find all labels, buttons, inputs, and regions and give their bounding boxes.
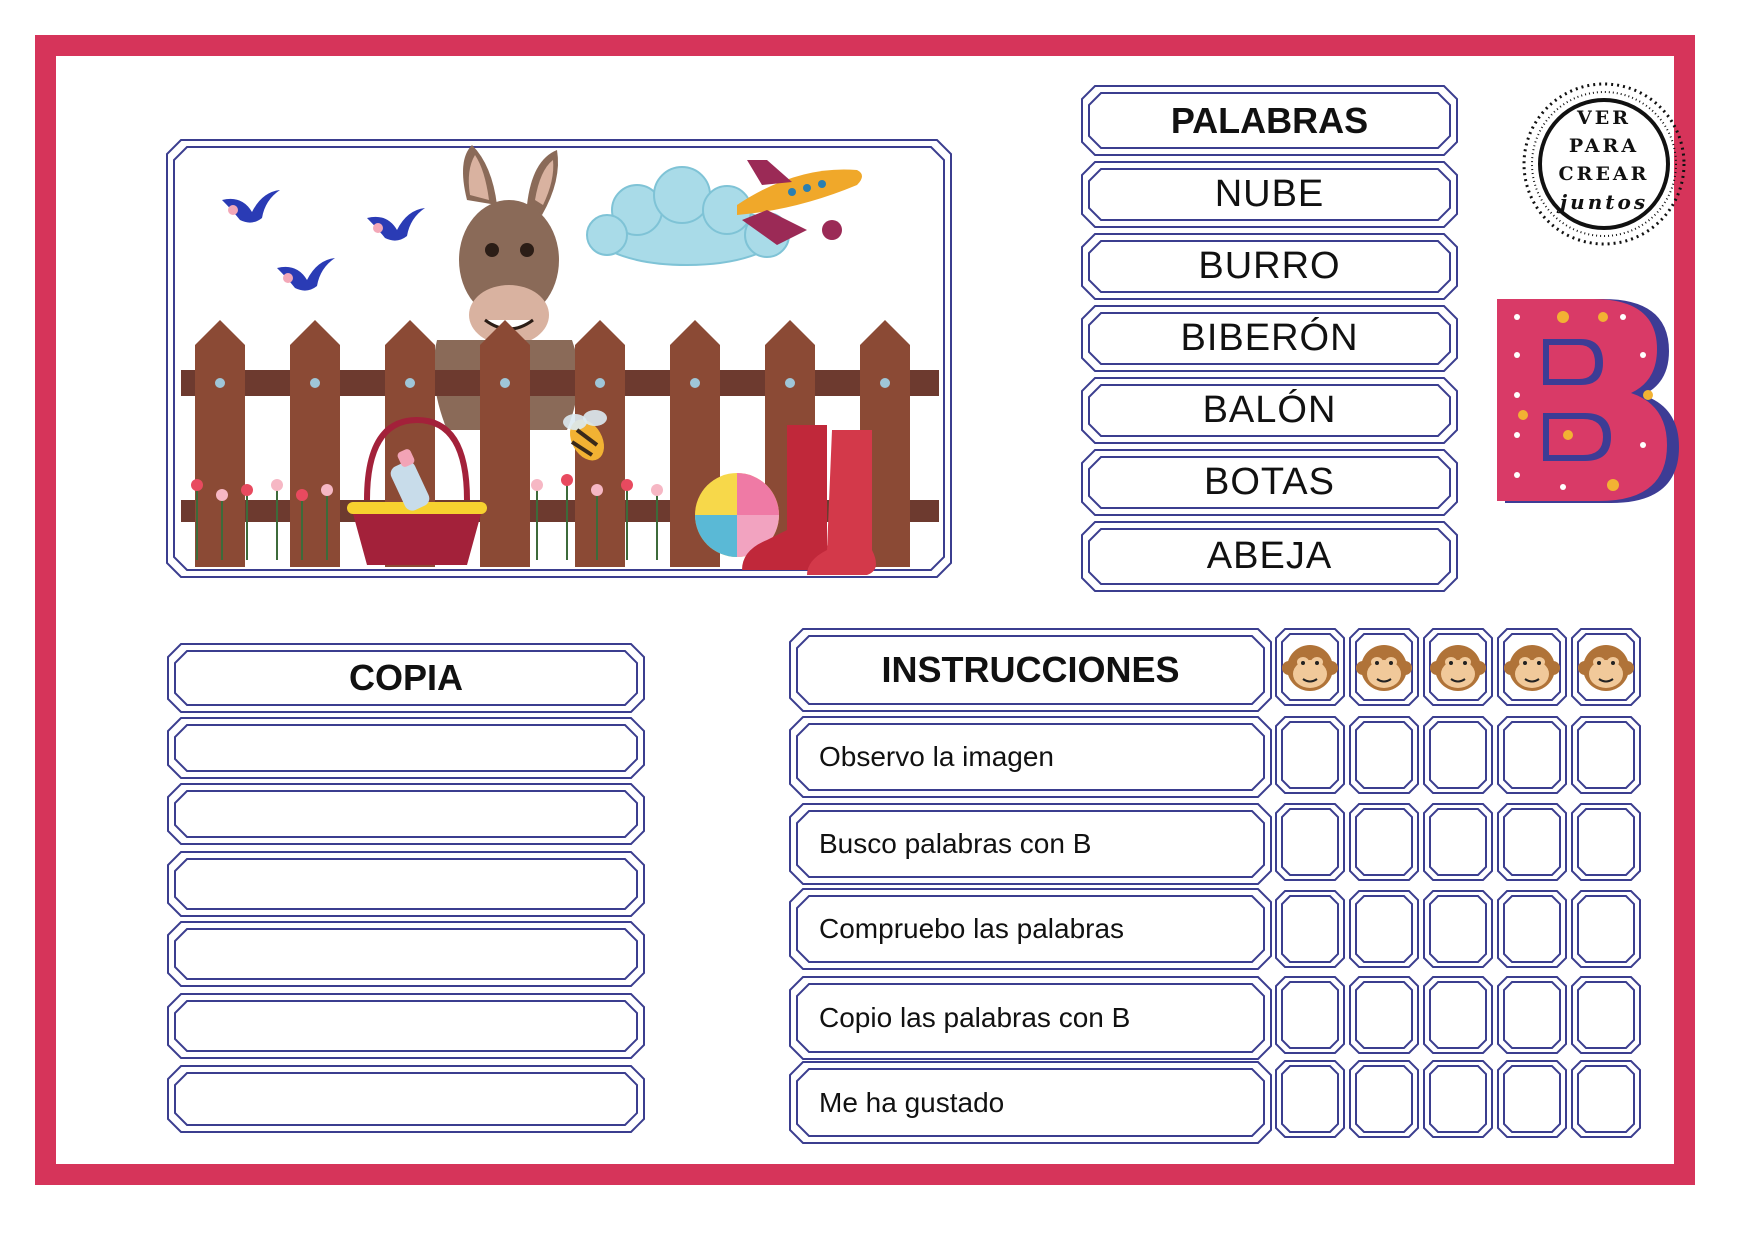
palabras-header — [1081, 85, 1458, 156]
monkey-column-4 — [1498, 629, 1566, 705]
monkey-column-3 — [1424, 629, 1492, 705]
palabras-header-label: PALABRAS — [1170, 99, 1369, 141]
instruction-label: Copio las palabras con B — [819, 1002, 1131, 1033]
instruction-label: Busco palabras con B — [819, 828, 1092, 859]
copia-line-1[interactable] — [167, 717, 645, 779]
word-box-nube[interactable] — [1081, 161, 1458, 228]
word-box-abeja[interactable] — [1081, 521, 1458, 592]
logo-line4: juntos — [1559, 190, 1649, 214]
instruction-label: Compruebo las palabras — [819, 913, 1125, 944]
instrucciones-header — [789, 628, 1272, 712]
copia-line-5[interactable] — [167, 993, 645, 1059]
instruction-row-1 — [789, 716, 1272, 798]
logo — [1520, 80, 1688, 248]
copia-header-label: COPIA — [348, 657, 463, 698]
word-label: BIBERÓN — [1180, 317, 1359, 359]
letter-b-decoration — [1493, 295, 1683, 507]
word-box-burro[interactable] — [1081, 233, 1458, 300]
logo-line1: VER — [1576, 107, 1631, 129]
instruction-row-4 — [789, 976, 1272, 1060]
monkey-column-5 — [1572, 629, 1640, 705]
copia-line-6[interactable] — [167, 1065, 645, 1133]
instruction-row-3 — [789, 888, 1272, 970]
monkey-column-2 — [1350, 629, 1418, 705]
copia-header — [167, 643, 645, 713]
word-box-balon[interactable] — [1081, 377, 1458, 444]
copia-line-4[interactable] — [167, 921, 645, 987]
instruction-label: Me ha gustado — [819, 1086, 1005, 1118]
instruction-row-5 — [789, 1061, 1272, 1144]
logo-line3: CREAR — [1558, 163, 1650, 185]
word-box-biberon[interactable] — [1081, 305, 1458, 372]
scene-illustration — [167, 140, 951, 577]
logo-line2: PARA — [1568, 135, 1640, 157]
copia-line-3[interactable] — [167, 851, 645, 917]
copia-line-2[interactable] — [167, 783, 645, 845]
word-label: BURRO — [1198, 245, 1341, 287]
word-box-botas[interactable] — [1081, 449, 1458, 516]
monkey-column-1 — [1276, 629, 1344, 705]
self-evaluation-grid — [1275, 628, 1645, 1144]
word-label: BALÓN — [1202, 389, 1337, 431]
word-label: BOTAS — [1204, 461, 1335, 503]
instruction-label: Observo la imagen — [819, 741, 1055, 772]
instrucciones-header-label: INSTRUCCIONES — [881, 649, 1180, 690]
instruction-row-2 — [789, 803, 1272, 885]
word-label: ABEJA — [1206, 535, 1333, 577]
word-label: NUBE — [1214, 173, 1325, 215]
